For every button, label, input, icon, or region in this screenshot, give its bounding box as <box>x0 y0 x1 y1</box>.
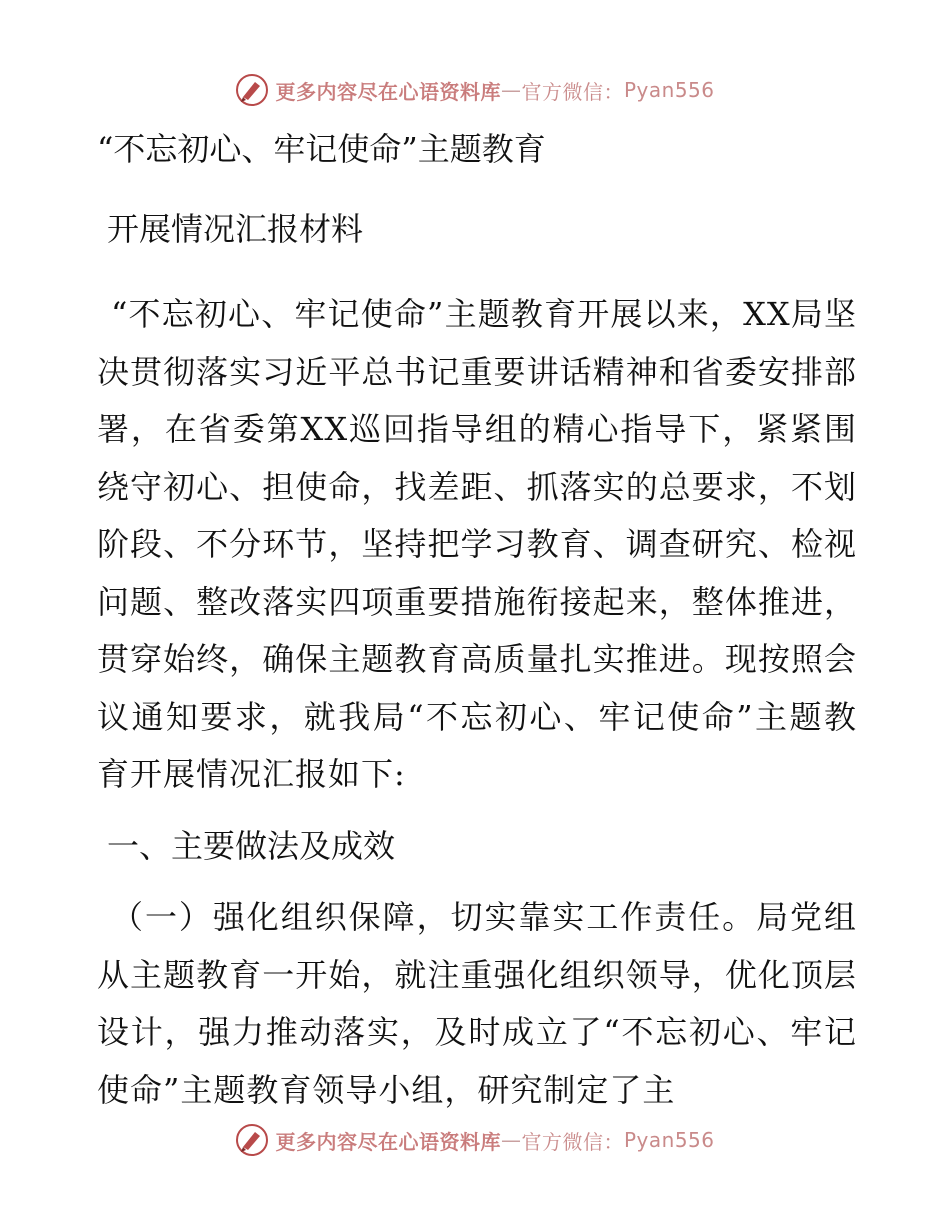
watermark-account: Pyan556 <box>623 1128 715 1152</box>
document-title-line-1: “不忘初心、牢记使命”主题教育 <box>97 130 546 168</box>
intro-paragraph: “不忘初心、牢记使命”主题教育开展以来，XX局坚决贯彻落实习近平总书记重要讲话精神和省委安排部署，在省委第XX巡回指导组的精心指导下，紧紧围绕守初心、担使命，找差距、抓落实的总要求，不划阶段、不分环节，坚持把学习教育、调查研究、检视问题、整改落实四项重要措施衔接起来，整体推进，贯穿始终，确保主题教育高质量扎实推进。现按照会议通知要求，就我局“不忘初心、牢记使命”主题教育开展情况汇报如下: <box>97 295 857 793</box>
document-title-line-2: 开展情况汇报材料 <box>107 210 364 248</box>
watermark-separator: — <box>500 1128 522 1152</box>
watermark-account: Pyan556 <box>623 78 715 102</box>
watermark-brand: 更多内容尽在心语资料库 <box>275 79 501 104</box>
section-heading: 一、主要做法及成效 <box>107 826 396 865</box>
watermark-brand: 更多内容尽在心语资料库 <box>275 1129 501 1154</box>
pen-nib-logo-icon <box>235 73 269 107</box>
header-watermark <box>0 70 950 110</box>
document-body <box>97 120 857 1119</box>
subsection-paragraph: （一）强化组织保障，切实靠实工作责任。局党组从主题教育一开始，就注重强化组织领导，优化顶层设计，强力推动落实，及时成立了“不忘初心、牢记使命”主题教育领导小组，研究制定了主 <box>97 898 857 1109</box>
watermark-wechat-label: 官方微信： <box>521 1129 624 1154</box>
watermark-separator: — <box>500 78 522 102</box>
pen-nib-logo-icon <box>235 1123 269 1157</box>
footer-watermark <box>0 1120 950 1160</box>
watermark-wechat-label: 官方微信： <box>521 79 624 104</box>
